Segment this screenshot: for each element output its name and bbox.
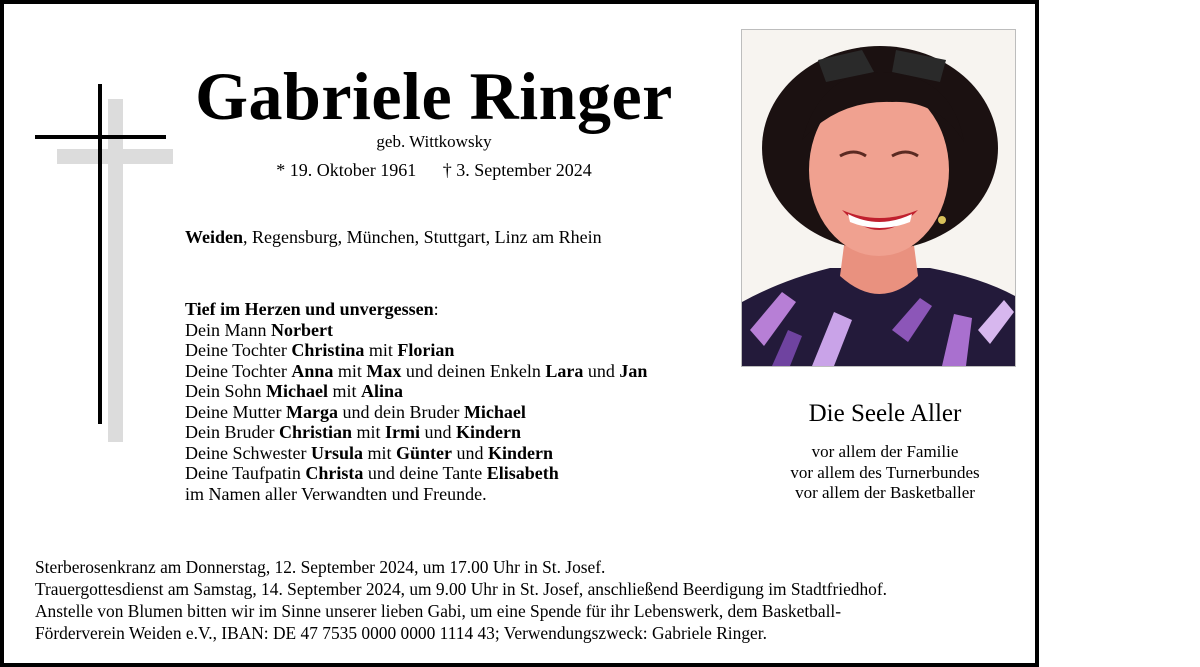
life-dates — [154, 160, 714, 181]
service-line: Trauergottesdienst am Samstag, 14. September 2024, um 9.00 Uhr in St. Josef, anschließend Beerdigung im Stadtfriedhof. — [35, 579, 888, 599]
mourner-text: mit — [362, 442, 396, 463]
mourner-name: Ursula — [310, 442, 363, 463]
mourner-text: im Namen aller Verwandten und Freunde. — [185, 483, 487, 504]
mourner-text: und deine Tante — [363, 463, 487, 483]
mourner-text: Dein Sohn — [185, 381, 266, 401]
mourner-text: und — [452, 442, 488, 463]
mourner-text: und deinen Enkeln — [401, 360, 546, 381]
mourner-line — [185, 402, 647, 423]
service-line: Anstelle von Blumen bitten wir im Sinne unserer lieben Gabi, um eine Spende für ihr Lebenswerk, dem Basketball- — [35, 601, 842, 621]
mourners-heading-text: Tief im Herzen und unvergessen — [185, 299, 434, 319]
mourner-name: Christa — [305, 463, 364, 483]
service-line: Förderverein Weiden e.V., IBAN: DE 47 7535 0000 0000 1114 43; Verwendungszweck: Gabriele Ringer. — [35, 623, 767, 643]
mourner-text: mit — [352, 422, 386, 442]
mourner-name: Kindern — [488, 442, 554, 463]
quote-line: vor allem des Turnerbundes — [790, 462, 980, 482]
mourner-line — [185, 361, 647, 382]
mourner-name: Kindern — [456, 422, 522, 442]
mourner-text: Deine Taufpatin — [185, 463, 306, 483]
quote-title: Die Seele Aller — [808, 400, 962, 427]
mourner-text: Deine Mutter — [185, 401, 286, 422]
mourner-line — [185, 381, 647, 402]
mourner-text: und dein Bruder — [337, 401, 464, 422]
mourner-line — [185, 484, 647, 505]
places-rest: , Regensburg, München, Stuttgart, Linz am Rhein — [243, 227, 602, 247]
places-line — [185, 227, 602, 248]
portrait-image — [742, 30, 1015, 366]
mourner-name: Michael — [463, 401, 526, 422]
maiden-name: geb. Wittkowsky — [376, 132, 492, 151]
mourner-line — [185, 422, 647, 443]
deceased-name: Gabriele Ringer — [195, 58, 673, 134]
mourner-name: Günter — [396, 442, 452, 463]
mourner-name: Michael — [266, 381, 328, 401]
cross-icon-horizontal — [35, 135, 166, 139]
quote-line: vor allem der Basketballer — [795, 483, 975, 502]
mourner-text: mit — [364, 340, 398, 360]
place-primary: Weiden — [185, 227, 244, 247]
mourner-line — [185, 340, 647, 361]
mourner-name: Elisabeth — [486, 463, 559, 483]
quote-lines — [741, 442, 1029, 504]
mourner-lines — [185, 320, 647, 505]
birth-date: * 19. Oktober 1961 — [276, 160, 417, 180]
service-line: Sterberosenkranz am Donnerstag, 12. September 2024, um 17.00 Uhr in St. Josef. — [35, 557, 606, 577]
mourner-name: Christina — [291, 340, 365, 360]
death-date: † 3. September 2024 — [442, 160, 592, 180]
mourner-text: Dein Bruder — [185, 422, 279, 442]
portrait-photo — [741, 29, 1016, 367]
quote-line: vor allem der Familie — [811, 442, 959, 461]
mourner-text: mit — [333, 360, 367, 381]
mourner-text: mit — [327, 381, 361, 401]
mourner-name: Alina — [361, 381, 404, 401]
mourners-heading — [185, 299, 647, 320]
mourner-text: und — [583, 360, 620, 381]
mourner-text: und — [420, 422, 457, 442]
mourner-text: Deine Tochter — [185, 360, 292, 381]
mourners-list — [185, 299, 647, 504]
mourner-line — [185, 443, 647, 464]
service-info — [35, 556, 887, 644]
mourner-name: Anna — [291, 360, 334, 381]
mourner-text: Deine Schwester — [185, 442, 311, 463]
mourner-name: Florian — [397, 340, 455, 360]
mourner-line — [185, 463, 647, 484]
mourner-name: Marga — [285, 401, 338, 422]
mourners-heading-colon: : — [433, 299, 439, 319]
mourner-name: Jan — [619, 360, 648, 381]
mourner-name: Max — [366, 360, 402, 381]
mourner-name: Lara — [545, 360, 584, 381]
mourner-text: Dein Mann — [185, 319, 271, 340]
mourner-name: Irmi — [385, 422, 421, 442]
mourner-name: Christian — [278, 422, 352, 442]
mourner-text: Deine Tochter — [185, 340, 292, 360]
mourner-line — [185, 320, 647, 341]
mourner-name: Norbert — [270, 319, 333, 340]
